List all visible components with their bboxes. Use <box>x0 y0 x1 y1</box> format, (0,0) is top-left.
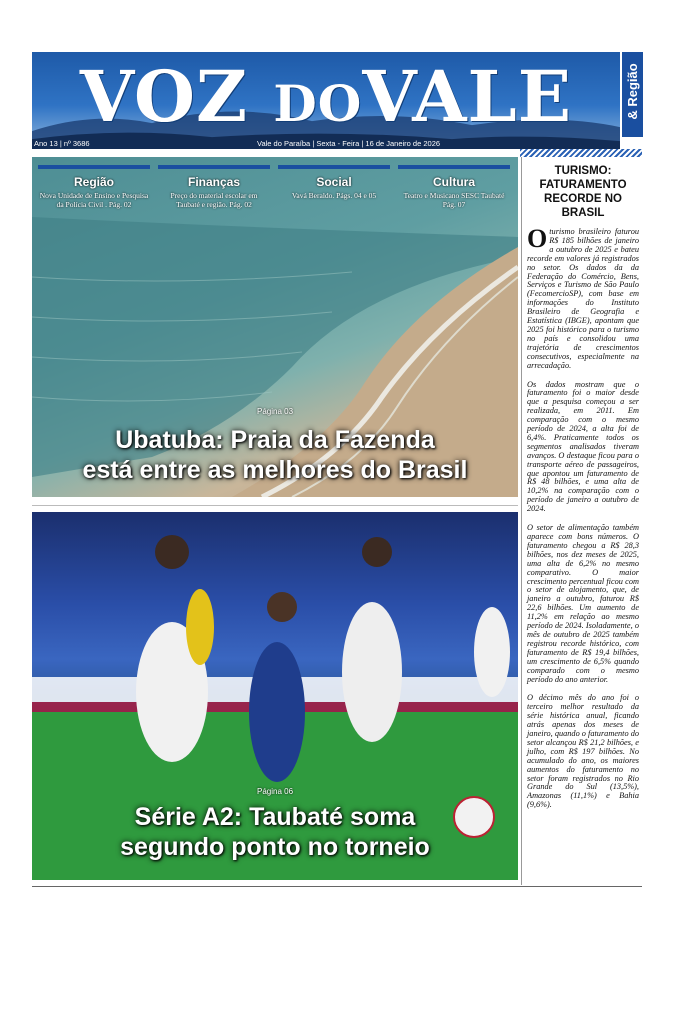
article-paragraph: Oturismo brasileiro faturou R$ 185 bilhões de janeiro a outubro de 2025 e bateu recorde em valores já registrados no setor. Os dados da da Federação do Comércio, Bens, Serviços e Turismo de São Paulo (FecomercioSP), com base em informações do Instituto Brasileiro de Geografia e Estatística (IBGE), apontam que 2025 foi histórico para o turismo no país e consolidou uma trajetória de crescimentos consecutivos, especialmente na arrecadação. <box>527 224 639 370</box>
section-label: Social <box>316 175 352 189</box>
section-desc: Nova Unidade de Ensino e Pesquisa da Polícia Civil . Pág. 02 <box>39 191 149 209</box>
article-paragraph: O décimo mês do ano foi o terceiro melhor resultado da série histórica anual, ficando atrás apenas dos meses de janeiro, quando o faturamento do setor alcançou R$ 21,2 bilhões, e julho, com R$ 197 bilhões. No acumulado do ano, os maiores aumentos do faturamento no setor foram registrados no Rio Grande do Sul (13,5%), Amazonas (11,1%) e Bahia (9,6%). <box>527 693 639 810</box>
masthead <box>32 52 620 149</box>
page-reference: Página 06 <box>256 787 294 796</box>
edition-bar <box>32 138 642 149</box>
article-paragraph: O setor de alimentação também aparece com bons números. O faturamento chegou a R$ 28,3 bilhões, nos dez meses de 2025, uma alta de 6,2% no mesmo comparativo. O maior crescimento percentual ficou com o setor de alojamento, que, de janeiro a outubro, faturou R$ 22,6 bilhões. Um aumento de 11,2% em relação ao mesmo período de 2024. Isoladamente, o mês de outubro de 2025 também registrou recorde histórico, com faturamento de R$ 19,4 bilhões, um crescimento de 6,5% quando comparado com o mesmo período do ano anterior. <box>527 523 639 684</box>
section-desc: Teatro e Musicano SESC Taubaté Pág. 07 <box>403 191 505 209</box>
article-title: TURISMO: FATURAMENTO RECORDE NO BRASIL <box>539 165 627 219</box>
edition-number: Ano 13 | nº 3686 <box>34 139 90 148</box>
date-line: Vale do Paraíba | Sexta - Feira | 16 de Janeiro de 2026 <box>257 139 441 148</box>
bottom-rule <box>32 886 642 887</box>
headline-taubate: Série A2: Taubaté soma segundo ponto no torneio <box>120 803 430 861</box>
section-cultura[interactable] <box>398 165 510 209</box>
beach-photo-story[interactable] <box>32 157 518 497</box>
article-paragraph: Os dados mostram que o faturamento foi o maior desde que a pesquisa começou a ser realizada, em 2011. Em comparação com o mesmo período de 2024, a alta foi de 6,4%. Praticamente todos os segmentos analisados tiveram avanços. O destaque ficou para o transporte aéreo de passageiros, que apontou um faturamento de R$ 48 bilhões, e uma alta de 10,2% na comparação com o período de janeiro a outubro de 2024. <box>527 379 639 514</box>
section-financas[interactable] <box>158 165 270 209</box>
football-photo-story[interactable] <box>32 512 518 880</box>
section-label: Região <box>73 175 114 189</box>
decorative-stripe <box>520 149 642 157</box>
section-social[interactable] <box>278 165 390 200</box>
section-label: Finanças <box>187 175 241 189</box>
sidebar-article <box>527 164 639 820</box>
divider <box>32 505 518 506</box>
section-desc: Preço do material escolar em Taubaté e região. Pág. 02 <box>170 191 258 209</box>
section-desc: Vavá Beraldo. Págs. 04 e 05 <box>291 191 377 200</box>
column-divider <box>521 157 522 885</box>
section-regiao[interactable] <box>38 165 150 209</box>
section-label: Cultura <box>433 175 475 189</box>
newspaper-title: VOZ DOVALE <box>79 55 573 138</box>
page-reference: Página 03 <box>256 407 294 416</box>
headline-ubatuba: Ubatuba: Praia da Fazenda está entre as melhores do Brasil <box>82 426 468 484</box>
regiao-tab: & Região <box>622 52 643 137</box>
